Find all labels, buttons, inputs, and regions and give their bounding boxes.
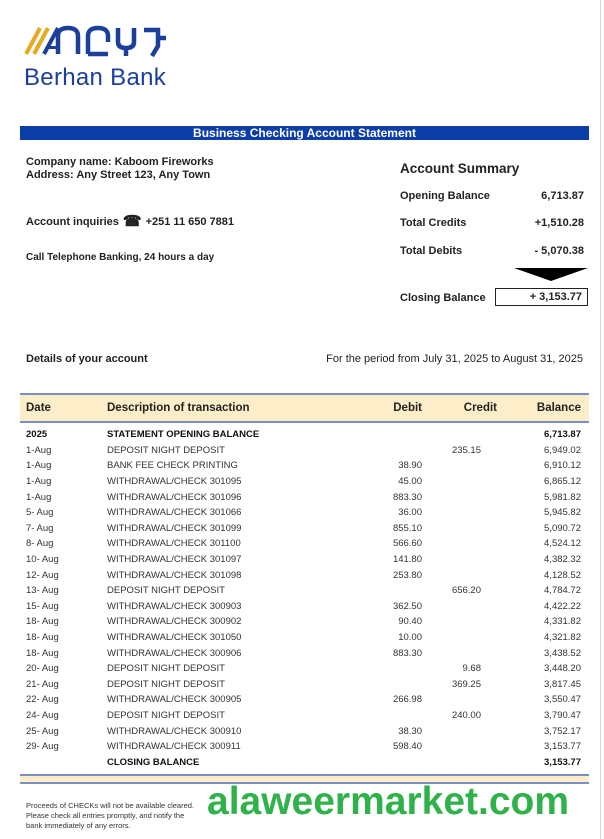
cell-credit: 656.20 [451, 585, 481, 597]
cell-credit: 9.68 [462, 663, 481, 675]
closing-balance-label: Closing Balance [400, 292, 486, 304]
header-description: Description of transaction [107, 402, 250, 414]
company-address: Address: Any Street 123, Any Town [26, 169, 211, 181]
cell-date: 8- Aug [26, 538, 54, 550]
cell-debit: 38.30 [398, 725, 422, 737]
cell-description: WITHDRAWAL/CHECK 300905 [107, 694, 242, 706]
cell-description: STATEMENT OPENING BALANCE [107, 429, 260, 441]
bank-logo [22, 22, 182, 92]
summary-value: +1,510.28 [534, 217, 584, 229]
cell-description: WITHDRAWAL/CHECK 301096 [107, 491, 242, 503]
closing-balance-value: + 3,153.77 [495, 288, 588, 306]
cell-date: 18- Aug [26, 647, 59, 659]
cell-description: WITHDRAWAL/CHECK 301100 [107, 538, 241, 550]
cell-balance: 4,524.12 [544, 538, 581, 550]
cell-debit: 38.90 [398, 460, 422, 472]
cell-date: 24- Aug [26, 709, 59, 721]
cell-debit: 90.40 [398, 616, 422, 628]
berhan-bank-logo-icon [22, 22, 172, 64]
transactions-table [20, 393, 589, 784]
cell-description: WITHDRAWAL/CHECK 301050 [107, 632, 242, 644]
statement-title: Business Checking Account Statement [20, 126, 589, 140]
table-body [20, 423, 589, 770]
cell-date: 29- Aug [26, 741, 59, 753]
account-inquiries [26, 213, 234, 230]
cell-date: 22- Aug [26, 694, 59, 706]
cell-balance: 3,448.20 [544, 663, 581, 675]
cell-description: WITHDRAWAL/CHECK 301097 [107, 554, 242, 566]
footer-note: Proceeds of CHECKs will not be available cleared. Please check all entries promptly, and notify the bank immediately of any errors. [26, 801, 194, 830]
summary-total-credits [400, 217, 584, 229]
cell-date: 20- Aug [26, 663, 59, 675]
summary-total-debits [400, 245, 584, 257]
header-date: Date [26, 402, 51, 414]
cell-balance: 3,153.77 [544, 756, 581, 768]
summary-value: 6,713.87 [541, 190, 584, 202]
cell-balance: 6,910.12 [544, 460, 581, 472]
cell-balance: 4,321.82 [544, 632, 581, 644]
summary-value: - 5,070.38 [534, 245, 584, 257]
cell-description: DEPOSIT NIGHT DEPOSIT [107, 709, 225, 721]
cell-debit: 45.00 [398, 476, 422, 488]
bank-name: Berhan Bank [24, 64, 167, 91]
cell-credit: 369.25 [451, 678, 481, 690]
cell-debit: 855.10 [392, 522, 422, 534]
page-edge-divider [600, 0, 601, 839]
cell-credit: 240.00 [451, 709, 481, 721]
cell-description: DEPOSIT NIGHT DEPOSIT [107, 678, 225, 690]
table-row [20, 552, 589, 568]
details-heading: Details of your account [26, 353, 148, 365]
table-row [20, 754, 589, 770]
table-row [20, 458, 589, 474]
cell-debit: 362.50 [392, 600, 422, 612]
cell-balance: 4,331.82 [544, 616, 581, 628]
cell-date: 18- Aug [26, 616, 59, 628]
cell-date: 1-Aug [26, 460, 52, 472]
cell-description: WITHDRAWAL/CHECK 300906 [107, 647, 242, 659]
table-row [20, 614, 589, 630]
cell-description: DEPOSIT NIGHT DEPOSIT [107, 444, 225, 456]
summary-opening-balance [400, 190, 584, 202]
table-row [20, 708, 589, 724]
table-header [20, 393, 589, 423]
table-row [20, 443, 589, 459]
table-row [20, 521, 589, 537]
cell-balance: 4,422.22 [544, 600, 581, 612]
cell-balance: 3,790.47 [544, 709, 581, 721]
header-credit: Credit [463, 402, 497, 414]
table-row [20, 427, 589, 443]
cell-debit: 566.60 [392, 538, 422, 550]
cell-credit: 235.15 [451, 444, 481, 456]
cell-date: 12- Aug [26, 569, 59, 581]
statement-period: For the period from July 31, 2025 to August 31, 2025 [326, 353, 583, 365]
cell-balance: 6,713.87 [544, 429, 581, 441]
company-name: Company name: Kaboom Fireworks [26, 156, 214, 168]
cell-debit: 253.80 [392, 569, 422, 581]
header-balance: Balance [536, 402, 581, 414]
cell-balance: 6,865.12 [544, 476, 581, 488]
table-row [20, 489, 589, 505]
cell-date: 13- Aug [26, 585, 59, 597]
cell-description: WITHDRAWAL/CHECK 301066 [107, 507, 242, 519]
header-debit: Debit [393, 402, 422, 414]
cell-description: WITHDRAWAL/CHECK 300910 [107, 725, 242, 737]
phone-number[interactable]: +251 11 650 7881 [145, 216, 234, 228]
table-row [20, 505, 589, 521]
cell-debit: 883.30 [392, 647, 422, 659]
arrow-down-icon [514, 268, 588, 281]
cell-date: 5- Aug [26, 507, 54, 519]
cell-description: DEPOSIT NIGHT DEPOSIT [107, 663, 225, 675]
table-row [20, 739, 589, 755]
table-row [20, 692, 589, 708]
cell-date: 1-Aug [26, 491, 52, 503]
cell-balance: 5,981.82 [544, 491, 581, 503]
cell-balance: 6,949.02 [544, 444, 581, 456]
cell-description: WITHDRAWAL/CHECK 300903 [107, 600, 242, 612]
table-row [20, 677, 589, 693]
cell-balance: 3,153.77 [544, 741, 581, 753]
cell-date: 25- Aug [26, 725, 59, 737]
cell-balance: 5,945.82 [544, 507, 581, 519]
cell-description: WITHDRAWAL/CHECK 301095 [107, 476, 242, 488]
account-summary-title: Account Summary [400, 161, 520, 176]
table-row [20, 645, 589, 661]
cell-date: 15- Aug [26, 600, 59, 612]
table-row [20, 567, 589, 583]
watermark-text: alaweermarket.com [207, 780, 570, 823]
cell-date: 1-Aug [26, 444, 52, 456]
table-row [20, 474, 589, 490]
cell-date: 21- Aug [26, 678, 59, 690]
cell-description: DEPOSIT NIGHT DEPOSIT [107, 585, 225, 597]
telephone-banking-note: Call Telephone Banking, 24 hours a day [26, 252, 215, 263]
cell-date: 7- Aug [26, 522, 54, 534]
cell-balance: 3,550.47 [544, 694, 581, 706]
cell-description: CLOSING BALANCE [107, 756, 200, 768]
table-row [20, 661, 589, 677]
table-row [20, 599, 589, 615]
cell-balance: 4,784.72 [544, 585, 581, 597]
table-row [20, 723, 589, 739]
cell-description: WITHDRAWAL/CHECK 301098 [107, 569, 242, 581]
summary-label: Opening Balance [400, 190, 490, 202]
cell-date: 10- Aug [26, 554, 59, 566]
cell-debit: 598.40 [392, 741, 422, 753]
cell-balance: 4,128.52 [544, 569, 581, 581]
company-info [26, 156, 214, 182]
cell-description: WITHDRAWAL/CHECK 300902 [107, 616, 242, 628]
table-row [20, 536, 589, 552]
telephone-icon: ☎ [122, 213, 142, 230]
summary-label: Total Debits [400, 245, 463, 257]
table-row [20, 630, 589, 646]
cell-balance: 4,382.32 [544, 554, 581, 566]
cell-debit: 883.30 [392, 491, 422, 503]
table-row [20, 583, 589, 599]
cell-balance: 3,752.17 [544, 725, 581, 737]
summary-label: Total Credits [400, 217, 467, 229]
cell-debit: 36.00 [398, 507, 422, 519]
cell-date: 1-Aug [26, 476, 52, 488]
cell-debit: 141.80 [392, 554, 422, 566]
cell-date: 2025 [26, 429, 48, 441]
cell-balance: 3,817.45 [544, 678, 581, 690]
cell-debit: 266.98 [392, 694, 422, 706]
cell-date: 18- Aug [26, 632, 59, 644]
cell-description: BANK FEE CHECK PRINTING [107, 460, 238, 472]
inquiries-label: Account inquiries [26, 216, 119, 228]
cell-balance: 3,438.52 [544, 647, 581, 659]
cell-description: WITHDRAWAL/CHECK 301099 [107, 522, 242, 534]
cell-debit: 10.00 [398, 632, 422, 644]
cell-description: WITHDRAWAL/CHECK 300911 [107, 741, 241, 753]
cell-balance: 5,090.72 [544, 522, 581, 534]
